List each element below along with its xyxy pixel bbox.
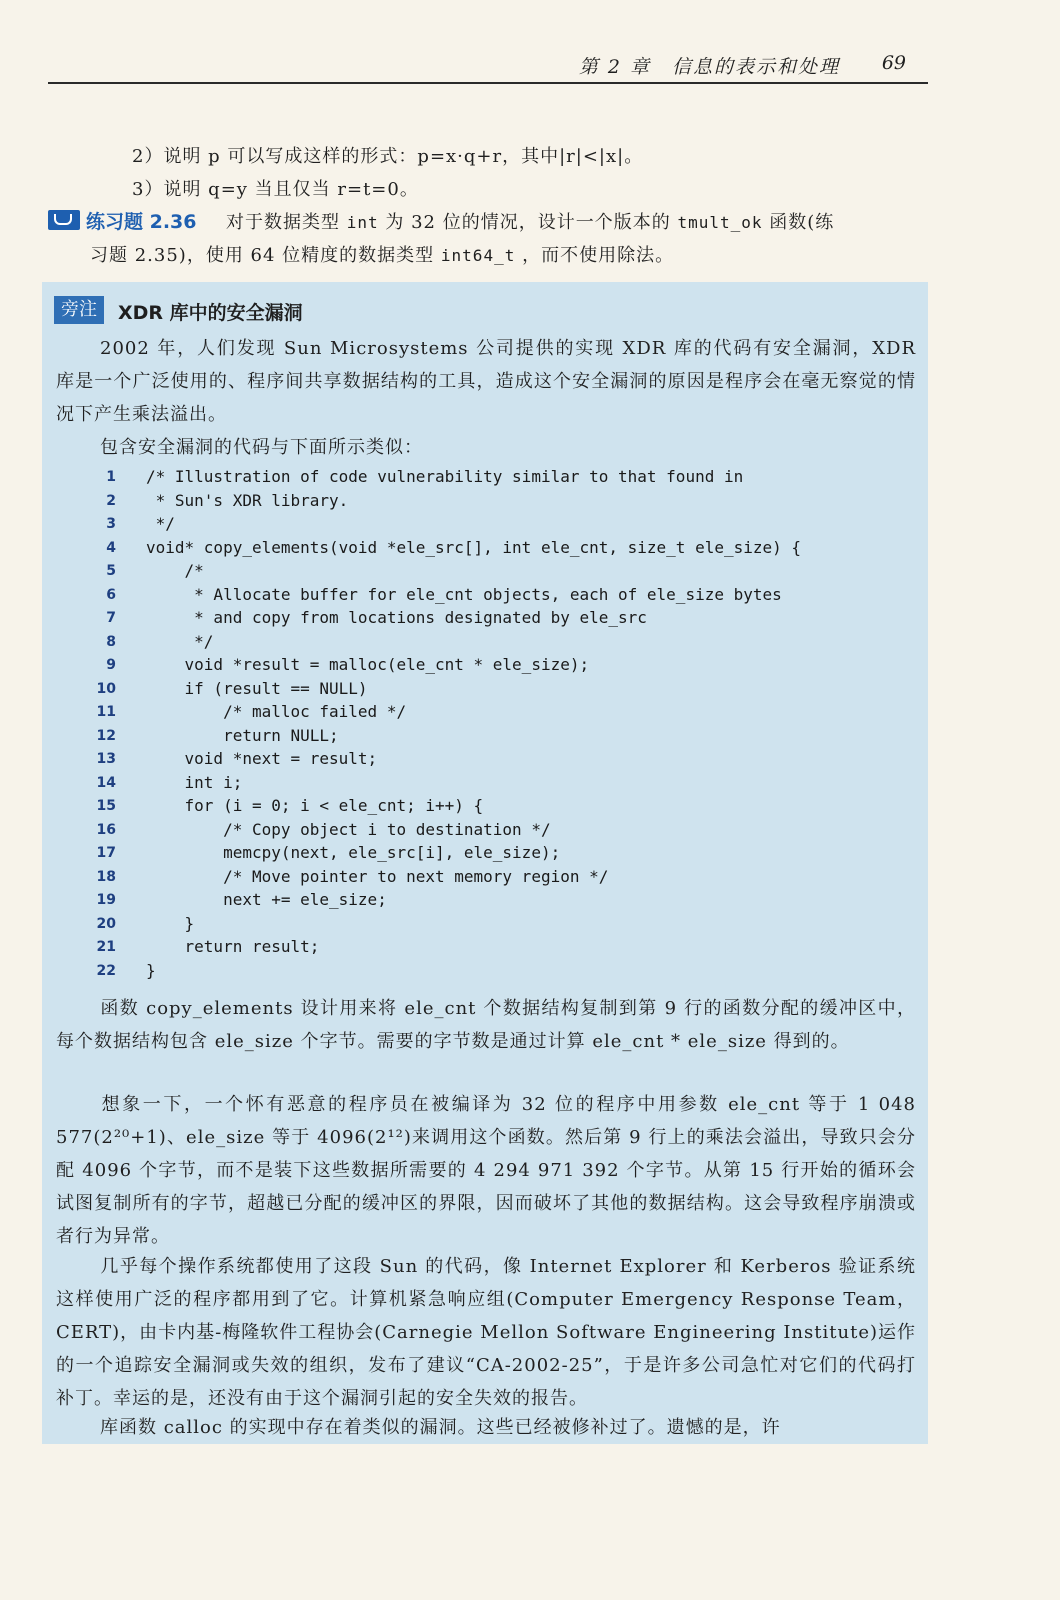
code-line xyxy=(56,701,916,725)
aside-paragraph-2 xyxy=(56,431,916,464)
paragraph-text: 包含安全漏洞的代码与下面所示类似： xyxy=(100,437,423,458)
code-line xyxy=(56,819,916,843)
line-number: 10 xyxy=(96,680,116,697)
code-line xyxy=(56,795,916,819)
line-number: 14 xyxy=(96,774,116,791)
code-text: /* malloc failed */ xyxy=(146,702,407,721)
aside-paragraph-4 xyxy=(56,1088,916,1253)
code-line xyxy=(56,513,916,537)
code-text: * Sun's XDR library. xyxy=(146,490,349,510)
line-number: 19 xyxy=(96,892,116,908)
code-line xyxy=(56,842,916,866)
code-text: memcpy(next, ele_src[i], ele_size); xyxy=(146,843,561,862)
paragraph-text: 库函数 calloc 的实现中存在着类似的漏洞。这些已经被修补过了。遗憾的是，许 xyxy=(100,1417,781,1438)
code-line xyxy=(56,913,916,937)
code-inline: int xyxy=(346,213,379,232)
paragraph-text: 想象一下，一个怀有恶意的程序员在被编译为 32 位的程序中用参数 ele_cnt 等于 1 048 577(2²⁰+1)、ele_size 等于 4096(2¹²)来调用这个函数。然后第 9 行上的乘法会溢出，导致只会分配 4096 个字节，而不是装下这些数据所需要的 4 294 971 392 个字节。从第 15 行开始的循环会试图复制所有的字节，超越已分配的缓冲区的界限，因而破坏了其他的数据结构。这会导致程序崩溃或者行为异常。 xyxy=(56,1094,916,1247)
aside-paragraph-1 xyxy=(56,332,916,431)
aside-paragraph-5 xyxy=(56,1250,916,1415)
line-number: 9 xyxy=(106,657,116,673)
line-number: 3 xyxy=(106,516,116,532)
code-line xyxy=(56,607,916,631)
code-text: return result; xyxy=(146,937,320,956)
code-line xyxy=(56,772,916,796)
exercise-text: 习题 2.35)，使用 64 位精度的数据类型 xyxy=(90,245,435,266)
code-text: * Allocate buffer for ele_cnt objects, each of ele_size bytes xyxy=(146,584,782,604)
code-text: void *next = result; xyxy=(146,749,378,768)
code-line xyxy=(56,725,916,749)
line-number: 6 xyxy=(106,586,116,603)
aside-paragraph-3 xyxy=(56,992,916,1058)
code-text: for (i = 0; i < ele_cnt; i++) { xyxy=(146,796,484,815)
code-line xyxy=(56,560,916,584)
exercise-label: 练习题 2.36 xyxy=(86,211,197,233)
line-number: 1 xyxy=(106,469,116,485)
code-line xyxy=(56,584,916,608)
line-number: 11 xyxy=(96,704,116,720)
line-number: 4 xyxy=(106,539,116,556)
code-inline: int64_t xyxy=(440,246,516,265)
line-number: 16 xyxy=(96,821,116,838)
code-text: if (result == NULL) xyxy=(146,678,368,698)
intro-item-2: 2）说明 p 可以写成这样的形式：p=x·q+r，其中|r|<|x|。 xyxy=(132,146,644,167)
intro-item-3: 3）说明 q=y 当且仅当 r=t=0。 xyxy=(132,179,419,200)
line-number: 2 xyxy=(106,492,116,509)
code-line xyxy=(56,678,916,702)
line-number: 22 xyxy=(96,962,116,979)
code-line xyxy=(56,654,916,678)
chapter-title: 第 2 章 信息的表示和处理 xyxy=(578,56,840,78)
line-number: 12 xyxy=(96,727,116,744)
code-line xyxy=(56,631,916,655)
exercise-text: ，而不使用除法。 xyxy=(522,245,675,266)
code-line xyxy=(56,960,916,984)
code-text: int i; xyxy=(146,772,243,792)
paragraph-text: 函数 copy_elements 设计用来将 ele_cnt 个数据结构复制到第 9 行的函数分配的缓冲区中，每个数据结构包含 ele_size 个字节。需要的字节数是通过计算 ele_cnt * ele_size 得到的。 xyxy=(56,998,916,1052)
code-line xyxy=(56,490,916,514)
code-text: */ xyxy=(146,631,214,651)
code-text: } xyxy=(146,913,195,933)
code-text: */ xyxy=(146,514,175,533)
page-number: 69 xyxy=(881,52,906,74)
code-text: * and copy from locations designated by ele_src xyxy=(146,608,647,627)
code-line xyxy=(56,537,916,561)
code-line xyxy=(56,748,916,772)
exercise-text: 对于数据类型 xyxy=(226,212,340,233)
code-text: /* Move pointer to next memory region */ xyxy=(146,866,609,886)
code-text: return NULL; xyxy=(146,725,339,745)
code-text: } xyxy=(146,960,156,980)
code-text: /* xyxy=(146,561,204,580)
code-text: /* Illustration of code vulnerability similar to that found in xyxy=(146,467,744,486)
aside-tag: 旁注 xyxy=(54,296,104,324)
exercise-text: 函数(练 xyxy=(769,212,835,233)
line-number: 13 xyxy=(96,751,116,767)
code-listing xyxy=(56,466,916,983)
aside-title: XDR 库中的安全漏洞 xyxy=(118,302,303,324)
page-header xyxy=(48,50,928,84)
code-line xyxy=(56,866,916,890)
code-line xyxy=(56,936,916,960)
line-number: 8 xyxy=(106,633,116,650)
exercise-line-2 xyxy=(90,241,674,267)
paragraph-text: 几乎每个操作系统都使用了这段 Sun 的代码，像 Internet Explorer 和 Kerberos 验证系统这样使用广泛的程序都用到了它。计算机紧急响应组(Computer Emergency Response Team，CERT)，由卡内基-梅隆软件工程协会(Carnegie Mellon Software Engineering Institute)运作的一个追踪安全漏洞或失效的组织，发布了建议“CA-2002-25”，于是许多公司急忙对它们的代码打补丁。幸运的是，还没有由于这个漏洞引起的安全失效的报告。 xyxy=(56,1256,916,1409)
exercise-line-1 xyxy=(226,208,834,234)
paragraph-text: 2002 年，人们发现 Sun Microsystems 公司提供的实现 XDR 库的代码有安全漏洞，XDR 库是一个广泛使用的、程序间共享数据结构的工具，造成这个安全漏洞的原因是程序会在毫无察觉的情况下产生乘法溢出。 xyxy=(56,338,916,425)
code-text: void *result = malloc(ele_cnt * ele_size); xyxy=(146,655,590,674)
line-number: 17 xyxy=(96,845,116,861)
code-text: void* copy_elements(void *ele_src[], int ele_cnt, size_t ele_size) { xyxy=(146,537,802,557)
code-text: /* Copy object i to destination */ xyxy=(146,819,551,839)
code-line xyxy=(56,889,916,913)
line-number: 18 xyxy=(96,868,116,885)
line-number: 7 xyxy=(106,610,116,626)
line-number: 5 xyxy=(106,563,116,579)
exercise-icon xyxy=(48,210,80,230)
code-text: next += ele_size; xyxy=(146,890,387,909)
line-number: 15 xyxy=(96,798,116,814)
line-number: 21 xyxy=(96,939,116,955)
aside-paragraph-6 xyxy=(56,1411,916,1444)
code-line xyxy=(56,466,916,490)
exercise-text: 为 32 位的情况，设计一个版本的 xyxy=(385,212,671,233)
line-number: 20 xyxy=(96,915,116,932)
code-inline: tmult_ok xyxy=(677,213,763,232)
